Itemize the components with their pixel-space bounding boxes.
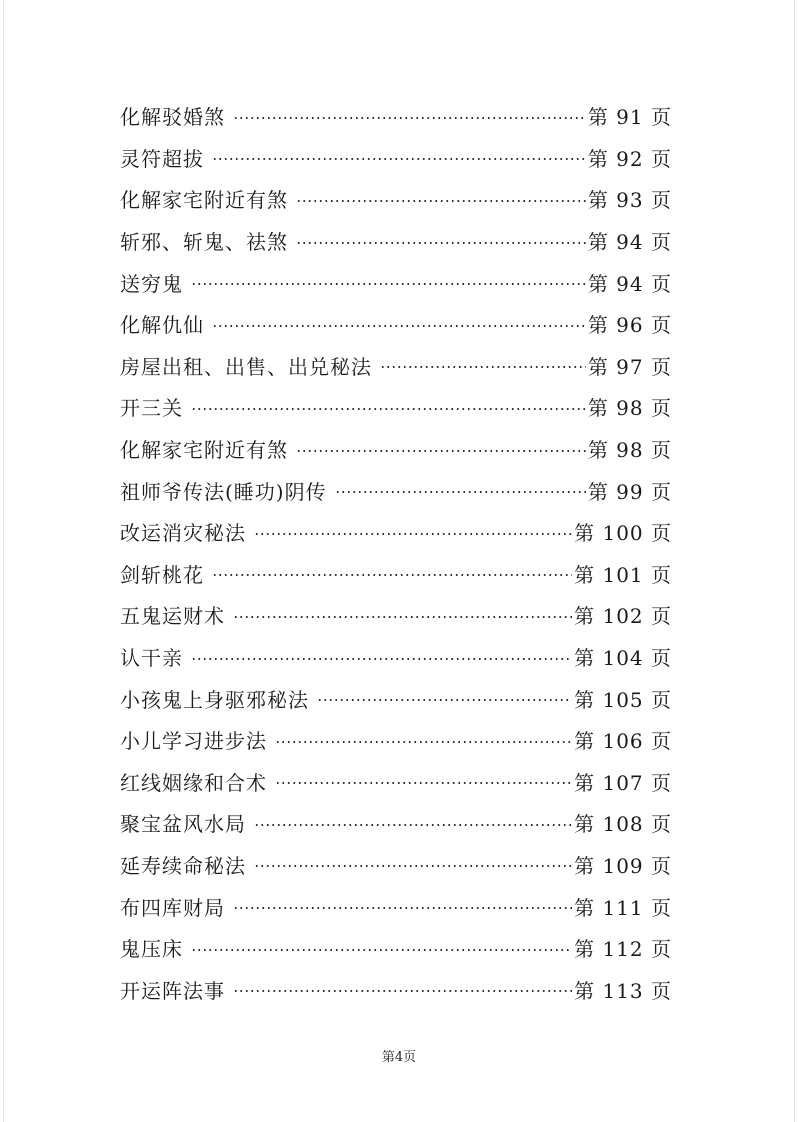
dot-leader — [233, 990, 572, 992]
toc-entry-title: 五鬼运财术 — [120, 604, 225, 629]
dot-leader — [317, 699, 572, 701]
toc-entry[interactable] — [120, 636, 672, 678]
dot-leader — [212, 158, 586, 160]
toc-entry-title: 化解驳婚煞 — [120, 105, 225, 130]
table-of-contents — [120, 95, 672, 1010]
page-edge-right — [794, 0, 795, 1122]
toc-entry-title: 斩邪、斩鬼、祛煞 — [120, 230, 288, 255]
dot-leader — [254, 533, 572, 535]
toc-entry-title: 开三关 — [120, 396, 183, 421]
toc-entry-page: 第 98 页 — [587, 396, 672, 421]
dot-leader — [275, 741, 572, 743]
toc-entry[interactable] — [120, 137, 672, 179]
page-edge-left — [3, 0, 4, 1122]
toc-entry-title: 延寿续命秘法 — [120, 853, 246, 878]
toc-entry-title: 开运阵法事 — [120, 978, 225, 1003]
toc-entry[interactable] — [120, 927, 672, 969]
toc-entry[interactable] — [120, 220, 672, 262]
toc-entry-page: 第 93 页 — [587, 188, 672, 213]
toc-entry[interactable] — [120, 844, 672, 886]
toc-entry-page: 第 108 页 — [574, 812, 672, 837]
toc-entry-page: 第 105 页 — [574, 687, 672, 712]
toc-entry-title: 化解家宅附近有煞 — [120, 188, 288, 213]
toc-entry[interactable] — [120, 345, 672, 387]
page-number: 第4页 — [381, 1050, 417, 1065]
toc-entry-page: 第 94 页 — [587, 271, 672, 296]
toc-entry-page: 第 104 页 — [574, 646, 672, 671]
toc-entry[interactable] — [120, 594, 672, 636]
toc-entry[interactable] — [120, 511, 672, 553]
toc-entry-title: 布四库财局 — [120, 895, 225, 920]
toc-entry-page: 第 100 页 — [574, 521, 672, 546]
toc-entry-page: 第 99 页 — [587, 479, 672, 504]
toc-entry-page: 第 106 页 — [574, 729, 672, 754]
toc-entry-page: 第 101 页 — [574, 562, 672, 587]
dot-leader — [191, 283, 586, 285]
dot-leader — [296, 450, 586, 452]
dot-leader — [191, 658, 572, 660]
toc-entry-page: 第 113 页 — [574, 978, 672, 1003]
toc-entry[interactable] — [120, 95, 672, 137]
toc-entry-page: 第 92 页 — [587, 146, 672, 171]
toc-entry[interactable] — [120, 469, 672, 511]
dot-leader — [191, 949, 572, 951]
dot-leader — [296, 242, 586, 244]
toc-entry-page: 第 91 页 — [587, 105, 672, 130]
toc-entry[interactable] — [120, 677, 672, 719]
dot-leader — [212, 574, 572, 576]
toc-entry[interactable] — [120, 719, 672, 761]
dot-leader — [233, 616, 572, 618]
dot-leader — [254, 865, 572, 867]
toc-entry-title: 灵符超拔 — [120, 146, 204, 171]
toc-entry-title: 送穷鬼 — [120, 271, 183, 296]
toc-entry-title: 祖师爷传法(睡功)阴传 — [120, 479, 327, 504]
toc-entry-page: 第 109 页 — [574, 853, 672, 878]
toc-entry[interactable] — [120, 761, 672, 803]
dot-leader — [191, 408, 586, 410]
dot-leader — [233, 117, 586, 119]
toc-entry[interactable] — [120, 303, 672, 345]
toc-entry-title: 认干亲 — [120, 646, 183, 671]
toc-entry-page: 第 98 页 — [587, 438, 672, 463]
toc-entry-title: 聚宝盆风水局 — [120, 812, 246, 837]
toc-entry[interactable] — [120, 178, 672, 220]
toc-entry-page: 第 96 页 — [587, 313, 672, 338]
toc-entry[interactable] — [120, 802, 672, 844]
toc-entry[interactable] — [120, 386, 672, 428]
toc-entry-title: 化解家宅附近有煞 — [120, 438, 288, 463]
toc-entry-page: 第 112 页 — [574, 937, 672, 962]
toc-entry-page: 第 111 页 — [574, 895, 672, 920]
toc-entry-title: 改运消灾秘法 — [120, 521, 246, 546]
toc-entry[interactable] — [120, 261, 672, 303]
dot-leader — [380, 366, 586, 368]
toc-entry-page: 第 102 页 — [574, 604, 672, 629]
dot-leader — [275, 782, 572, 784]
toc-entry-title: 剑斩桃花 — [120, 562, 204, 587]
dot-leader — [254, 824, 572, 826]
toc-entry[interactable] — [120, 968, 672, 1010]
toc-entry-title: 小儿学习进步法 — [120, 729, 267, 754]
toc-entry-title: 红线姻缘和合术 — [120, 770, 267, 795]
toc-entry[interactable] — [120, 885, 672, 927]
dot-leader — [296, 200, 586, 202]
toc-entry-title: 小孩鬼上身驱邪秘法 — [120, 687, 309, 712]
toc-entry-page: 第 94 页 — [587, 230, 672, 255]
toc-entry-title: 房屋出租、出售、出兑秘法 — [120, 354, 372, 379]
toc-entry[interactable] — [120, 428, 672, 470]
toc-entry-page: 第 97 页 — [587, 354, 672, 379]
toc-entry[interactable] — [120, 553, 672, 595]
dot-leader — [233, 907, 572, 909]
toc-entry-page: 第 107 页 — [574, 770, 672, 795]
dot-leader — [335, 491, 586, 493]
dot-leader — [212, 325, 586, 327]
toc-entry-title: 化解仇仙 — [120, 313, 204, 338]
toc-entry-title: 鬼压床 — [120, 937, 183, 962]
